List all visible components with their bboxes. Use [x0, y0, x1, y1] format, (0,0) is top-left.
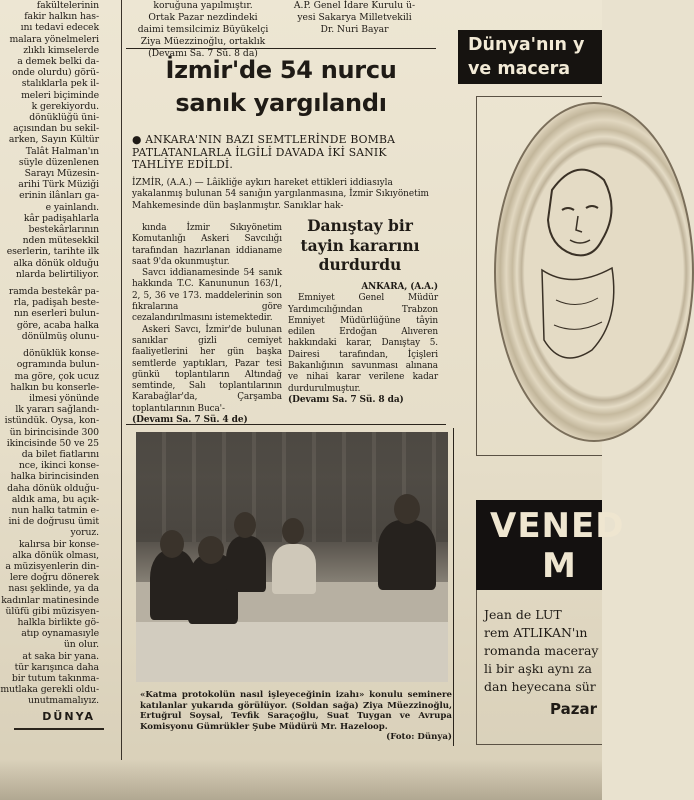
right-advertisement [458, 0, 625, 760]
left-column-line: meleri biçiminde [21, 89, 99, 101]
left-column-bottom [0, 348, 121, 707]
left-column-line: dönüklüğü üni- [29, 112, 99, 124]
main-headline [126, 54, 436, 120]
top-snippet-left [128, 0, 278, 60]
ad-portrait-illustration [532, 150, 622, 390]
left-column-line: da bilet fiatlarını [21, 448, 99, 460]
left-column-line: istündük. Oysa, kon- [4, 415, 99, 427]
left-column-line: onde olurdu) görü- [12, 67, 99, 79]
main-headline-line-2: sanık yargılandı [175, 89, 387, 117]
left-column-line: unutmamalıyız. [27, 695, 99, 707]
left-column-line: halka birincisinden [10, 471, 99, 483]
left-column-line: k gerekiyordu. [31, 100, 99, 112]
left-column-line: halkın bu konserle- [10, 381, 99, 393]
main-story-lead: İZMİR, (A.A.) — Lâikliğe aykırı hareket ettikleri iddiasıyla yakalanmış bulunan 54 sanığın yargılanmasına, İzmir Sıkıyönetim Mahkemesinde dün başlanmıştır. Sanıklar hak- [132, 178, 429, 211]
left-column-line: kadınlar matinesinde [1, 594, 99, 606]
top-snippet-line: Ortak Pazar nezdindeki [148, 12, 258, 23]
main-headline-line-1: İzmir'de 54 nurcu [165, 56, 397, 84]
left-column-signature: DÜNYA [42, 709, 95, 723]
main-story-continued: (Devamı Sa. 7 Sü. 4 de) [132, 415, 248, 426]
photo-credit: (Foto: Dünya) [386, 732, 452, 743]
left-column-line: zlıklı kimselerde [23, 44, 99, 56]
left-column-line: aldık ama, bu açık- [11, 493, 99, 505]
left-column-line: nun halkı tatmin e- [11, 504, 99, 516]
ad-body-text [484, 606, 602, 696]
top-rule [126, 48, 436, 49]
ad-text-line: rem ATLIKAN'ın [484, 625, 588, 640]
top-snippet-right [282, 0, 427, 36]
left-column-line: arken, Sayın Kültür [8, 134, 99, 146]
top-snippet-line: koruğuna yapılmıştır. [153, 0, 253, 11]
photo-person [378, 520, 436, 590]
left-column-line: atıp oynamasıyle [21, 628, 99, 640]
left-column-line: daha dönük olduğu- [7, 482, 99, 494]
main-story-paragraph: Askeri Savcı, İzmir'de bulunan sanıklar gizli cemiyet faaliyetlerini her gün başka semtlerde yaptıkları, Pazar tesi günkü toplantıların Altındağ semtinde, Salı toplantılarının Karabağlar'da, Çarşamba toplantılarının Buca'- [132, 324, 282, 414]
photo-person-head [282, 518, 304, 544]
left-column-line: a demek belki da- [17, 56, 99, 68]
left-column-line: lk yararı sağlandı- [15, 404, 99, 416]
left-column-line: fakültelerinin [36, 0, 99, 11]
left-column-line: nden mütesekkil [22, 235, 99, 247]
left-column-line: e yainlandı. [45, 201, 99, 213]
left-column-line: dönülmüş olunu- [21, 330, 99, 342]
left-column-line: stalıklarla pek il- [21, 78, 99, 90]
photo-person-head [160, 530, 184, 558]
page-edge-shadow [0, 760, 602, 800]
left-column-line: bestekârlarının [28, 224, 99, 236]
photo-person-head [234, 512, 256, 538]
ad-text-line: romanda maceray [484, 643, 599, 658]
second-story-dateline: ANKARA, (A.A.) [361, 282, 438, 292]
second-story-continued: (Devamı Sa. 7 Sü. 8 da) [288, 394, 404, 405]
left-column-line: ikincisinde 50 ve 25 [6, 437, 99, 449]
left-column-line: ün olur. [63, 639, 99, 651]
photo-floor [136, 622, 448, 682]
photo-person-head [394, 494, 420, 524]
left-column-line: nlarda belirtiliyor. [15, 268, 99, 280]
top-snippet-line: Ziya Müezzinoğlu, ortaklık [140, 36, 266, 47]
ad-text-line: li bir aşkı aynı za [484, 661, 592, 676]
left-column-line: halkla birlikte gö- [17, 616, 99, 628]
left-column-line: arihi Türk Müziği [18, 179, 99, 191]
photo-person [226, 536, 266, 592]
ad-title-line-2: M [542, 546, 577, 586]
ad-pazar-label: Pazar [550, 700, 597, 718]
photo-person-head [198, 536, 224, 564]
left-column-line: nce, ikinci konse- [18, 460, 99, 472]
left-column-line: ülüfü gibi müzisyen- [5, 605, 99, 617]
left-column-line: malara yönelmeleri [9, 33, 99, 45]
left-column-middle [0, 286, 121, 342]
left-column-line: erinin ilânları ga- [19, 190, 99, 202]
main-story-paragraph: kında İzmir Sıkıyönetim Komutanlığı Askeri Savcılığı tarafından hazırlanan iddianame saat 9'da okunmuştur. [132, 223, 282, 267]
top-snippet-line: yesi Sakarya Milletvekili [297, 12, 412, 23]
second-story-text: Emniyet Genel Müdür Yardımcılığından Trabzon Emniyet Müdürlüğüne tâyin edilen Erdoğan Alıveren hakkındaki karar, Danıştay 5. Dairesi tarafından, İçişleri Bakanlığının savunması alınana ve nihai karar verilene kadar durdurulmuştur. [288, 293, 438, 394]
left-column-line: yoruz. [70, 527, 99, 539]
left-column-line: ün birincisinde 300 [9, 426, 99, 438]
left-column-line: nası şeklinde, ya da [8, 583, 99, 595]
second-story-title: Danıştay bir tayin kararını durdurdu [300, 216, 420, 274]
bullet-icon: ● [132, 133, 142, 146]
left-column-line: ilmesi yönünde [29, 392, 99, 404]
left-column-line: lere doğru dönerek [9, 572, 99, 584]
left-column-line: ogramında bulun- [16, 359, 99, 371]
left-column-line: alka dönük olması, [12, 549, 99, 561]
left-column-line: Talât Halman'ın [25, 145, 99, 157]
left-column-line: nın eserleri bulun- [13, 308, 99, 320]
left-column-line: at saka bir yana. [22, 650, 99, 662]
top-snippet-line: daimi temsilcimiz Büyükelçi [137, 24, 269, 35]
left-column-line: fakir halkın has- [24, 11, 99, 23]
left-column-line: tür karışınca daha [14, 661, 99, 673]
ad-banner-line-2: ve macera [468, 59, 571, 79]
second-story-body [288, 282, 438, 406]
left-column-rule [14, 728, 104, 730]
left-column-line: kalırsa bir konse- [19, 538, 99, 550]
left-column-line: eserlerin, tarihte ilk [6, 246, 99, 258]
photo-caption [140, 690, 452, 743]
left-column-line: Sarayı Müzesin- [24, 168, 99, 180]
left-column-line: kâr padişahlarla [23, 212, 99, 224]
left-column-line: açısından bu sekil- [13, 123, 99, 135]
ad-banner-line-1: Dünya'nın y [468, 35, 585, 55]
left-column-line: ma göre, çok ucuz [14, 370, 99, 382]
left-column-line: bir tutum takınma- [11, 672, 99, 684]
left-column-line: ramda bestekâr pa- [8, 286, 99, 298]
top-snippet-line: A.P. Genel İdare Kurulu ü- [293, 0, 416, 11]
photo-caption-text: «Katma protokolün nasıl işleyeceğinin izahı» konulu seminere katılanlar yukarıda görülüyor. (Soldan sağa) Ziya Müezzinoğlu, Ertuğrul Soysal, Tevfik Saraçoğlu, Suat Tuygan ve Avrupa Komisyonu Gümrükler Şube Müdürü Mr. Hazeloop. [140, 690, 452, 732]
main-subhead-text: ANKARA'NIN BAZI SEMTLERİNDE BOMBA PATLATANLARLA İLGİLİ DAVADA İKİ SANIK TAHLİYE EDİLDİ. [132, 133, 396, 171]
ad-text-line: dan heyecana sür [484, 679, 596, 694]
left-column-line: ını tedavi edecek [20, 22, 99, 34]
ad-text-line: Jean de LUT [484, 607, 562, 622]
left-column-line: dönüklük konse- [23, 348, 99, 360]
left-column-line: göre, acaba halka [16, 319, 99, 331]
main-subhead [132, 134, 434, 172]
left-column-line: ini de doğrusu ümit [8, 516, 99, 528]
ad-banner [458, 30, 602, 84]
left-column-article [0, 0, 122, 760]
left-column-line: a müzisyenlerin din- [5, 560, 99, 572]
top-snippet-line: Dr. Nuri Bayar [320, 24, 389, 35]
left-column-top [0, 0, 121, 280]
ad-title-line-1: VENED [490, 506, 625, 546]
main-story-body [132, 223, 282, 426]
left-column-line: alka dönük olduğu [13, 257, 99, 269]
top-snippet-line: (Devamı Sa. 7 Sü. 8 da) [148, 48, 258, 59]
left-column-line: süyle düzenlenen [18, 156, 99, 168]
main-story-paragraph: Savcı iddianamesinde 54 sanık hakkında T.C. Kanununun 163/1, 2, 5, 36 ve 173. maddelerinin son fıkralarına göre cezalandırılmasını istemektedir. [132, 268, 282, 324]
photo-person [272, 544, 316, 594]
seminar-photo [136, 432, 448, 682]
section-rule [126, 424, 446, 425]
ad-title-block [476, 500, 625, 590]
left-column-line: mutlaka gerekli oldu- [0, 684, 99, 696]
left-column-line: rla, padişah beste- [13, 297, 99, 309]
